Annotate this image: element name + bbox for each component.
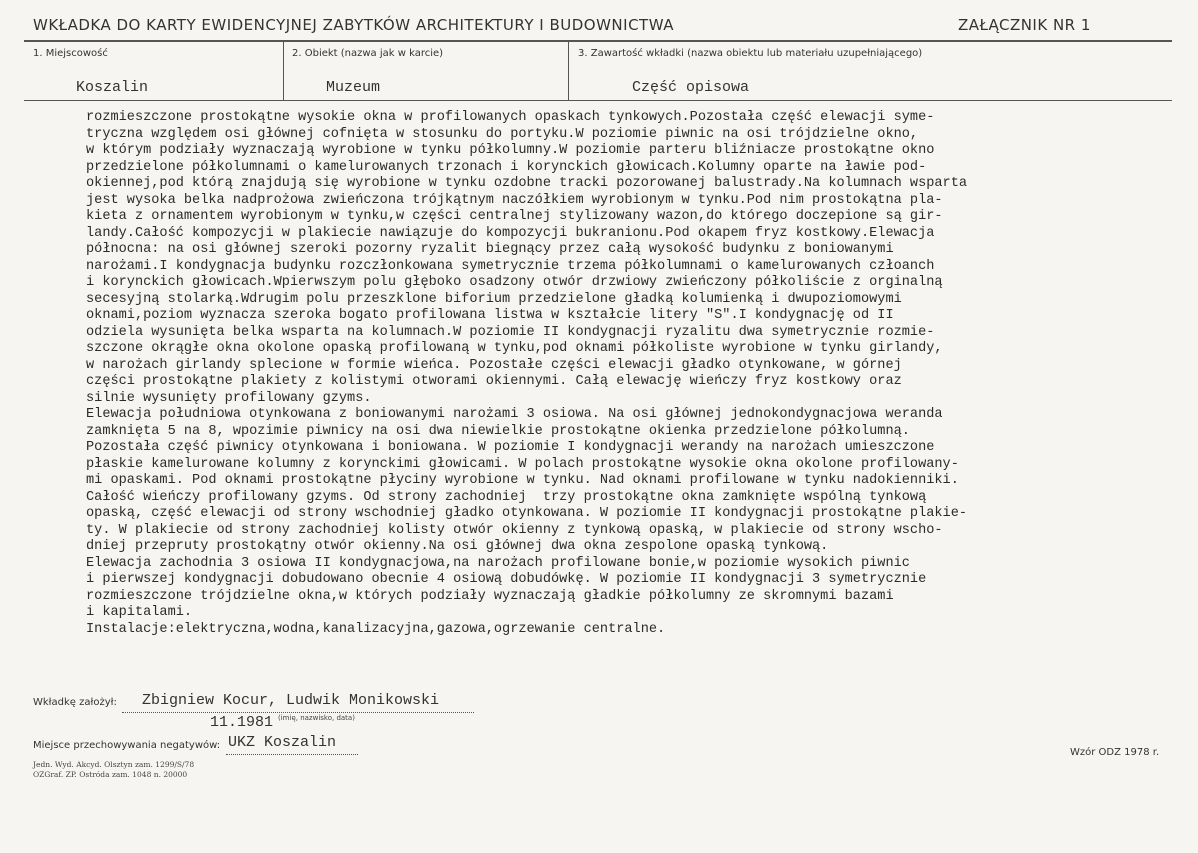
description-line: szczone okrągłe okna okolone opaską profilowaną w tynku,pod oknami półkoliste wyrobione w tynku girlandy, [86, 341, 943, 356]
top-rule [24, 40, 1172, 42]
negatives-label: Miejsce przechowywania negatywów: [33, 740, 221, 751]
author-date: 11.1981 [210, 714, 274, 731]
printer-line-2: OZGraf. ZP. Ostróda zam. 1048 n. 20000 [33, 770, 188, 779]
description-line: części prostokątne plakiety z kolistymi otworami okiennymi. Całą elewację wieńczy fryz kostkowy oraz [86, 374, 902, 389]
description-line: kieta z ornamentem wyrobionym w tynku,w części centralnej stylizowany wazon,do którego doczepione są gir- [86, 209, 943, 224]
description-line: odziela wysunięta belka wsparta na kolumnach.W poziomie II kondygnacji ryzalitu dwa symetrycznie rozmie- [86, 324, 935, 340]
content-value: Część opisowa [632, 79, 750, 96]
description-line: silnie wysunięty profilowany gzyms. [86, 390, 372, 406]
description-text [86, 110, 1176, 638]
description-line: w narożach girlandy splecione w formie wieńca. Pozostałe części elewacji gładko otynkowane, w górnej [86, 357, 902, 373]
description-line: oknami,poziom wyznacza szeroka bogato profilowana listwa w kształcie litery "S".I kondygnację od II [86, 308, 894, 323]
fields-bottom-rule [24, 100, 1172, 101]
description-line: i kapitalami. [86, 605, 193, 620]
description-line: płaskie kamelurowane kolumny z korynckimi głowicami. W polach prostokątne wysokie okna okolone profilowany- [86, 456, 959, 472]
description-line: przedzielone półkolumnami o kamelurowanych trzonach i korynckich głowicach.Kolumny oparte na ławie pod- [86, 159, 927, 175]
author-dotted-line [122, 712, 474, 713]
description-line: rozmieszczone trójdzielne okna,w których podziały wyznaczają gładkie półkolumny ze skromnymi bazami [86, 588, 894, 604]
description-line: północna: na osi głównej szeroki pozorny ryzalit biegnący przez całą wysokość budynku z boniowanymi [86, 242, 894, 257]
description-line: rozmieszczone prostokątne wysokie okna w profilowanych opaskach tynkowych.Pozostała część elewacji syme- [86, 110, 935, 125]
description-line: secesyjną stolarką.Wdrugim polu przeszklone biforium przedzielone gładką kolumienką i dwupoziomowymi [86, 291, 902, 307]
description-line: narożami.I kondygnacja budynku rozczłonkowana symetrycznie trzema półkolumnami o kamelurowanych człoanch [86, 258, 935, 274]
description-line: mi opaskami. Pod oknami prostokątne płyciny wyrobione w tynku. Nad oknami profilowane w tynku nadokienniki. [86, 473, 959, 488]
annex-number: ZAŁĄCZNIK NR 1 [958, 16, 1091, 34]
author-value: Zbigniew Kocur, Ludwik Monikowski [142, 692, 440, 709]
description-line: zamknięta 5 na 8, wpozimie piwnicy na osi dwa niewielkie prostokątne okienka przedzielone półkolumną. [86, 423, 910, 439]
negatives-value: UKZ Koszalin [228, 734, 337, 751]
form-number: Wzór ODZ 1978 r. [1070, 747, 1160, 758]
printer-line-1: Jedn. Wyd. Akcyd. Olsztyn zam. 1299/S/78 [33, 760, 195, 769]
author-label: Wkładkę założył: [33, 697, 117, 708]
object-label: 2. Obiekt (nazwa jak w karcie) [292, 48, 444, 59]
locality-label: 1. Miejscowość [33, 48, 108, 59]
object-value: Muzeum [326, 79, 381, 96]
description-line: Elewacja południowa otynkowana z boniowanymi narożami 3 osiowa. Na osi głównej jednokondygnacjowa weranda [86, 407, 943, 422]
description-line: Instalacje:elektryczna,wodna,kanalizacyjna,gazowa,ogrzewanie centralne. [86, 621, 666, 637]
description-line: okiennej,pod którą znajdują się wyrobione w tynku ozdobne tracki pozorowanej balustrady.Na kolumnach wsparta [86, 176, 968, 191]
description-line: tryczna względem osi głównej cofnięta w stosunku do portyku.W poziomie piwnic na osi trójdzielne okno, [86, 126, 919, 142]
locality-value: Koszalin [76, 79, 149, 96]
description-line: i pierwszej kondygnacji dobudowano obecnie 4 osiową dobudówkę. W poziomie II kondygnacji 3 symetrycznie [86, 572, 927, 587]
description-line: Pozostała część piwnicy otynkowana i boniowana. W poziomie I kondygnacji werandy na narożach umieszczone [86, 440, 935, 455]
description-line: jest wysoka belka nadprożowa zwieńczona trójkątnym naczółkiem wyrobionym w tynku.Pod nim prostokątna pla- [86, 192, 943, 208]
negatives-dotted-line [226, 754, 358, 755]
description-line: opaską, część elewacji od strony wschodniej gładko otynkowana. W poziomie II kondygnacji prostokątne plakie- [86, 506, 968, 521]
description-line: Elewacja zachodnia 3 osiowa II kondygnacjowa,na narożach profilowane bonie,w poziomie wysokich piwnic [86, 555, 910, 571]
author-hint: (imię, nazwisko, data) [278, 714, 355, 722]
card-title: WKŁADKA DO KARTY EWIDENCYJNEJ ZABYTKÓW ARCHITEKTURY I BUDOWNICTWA [33, 16, 674, 34]
field-divider-2 [568, 42, 569, 100]
field-divider-1 [283, 42, 284, 100]
description-line: ty. W plakiecie od strony zachodniej kolisty otwór okienny z tynkową opaską, w plakiecie od strony wscho- [86, 522, 943, 538]
description-line: i korynckich głowicach.Wpierwszym polu głęboko osadzony otwór drzwiowy zwieńczony półkoliście z orginalną [86, 275, 943, 290]
description-line: w którym podziały wyznaczają wyrobione w tynku półkolumny.W poziomie parteru bliźniacze prostokątne okno [86, 143, 935, 158]
description-line: landy.Całość kompozycji w plakiecie nawiązuje do kompozycji bukranionu.Pod okapem fryz kostkowy.Elewacja [86, 225, 935, 241]
description-line: Całość wieńczy profilowany gzyms. Od strony zachodniej trzy prostokątne okna zamknięte wspólną tynkową [86, 489, 927, 505]
description-line: dniej przepruty prostokątny otwór okienny.Na osi głównej dwa okna zespolone opaską tynkową. [86, 539, 829, 554]
content-label: 3. Zawartość wkładki (nazwa obiektu lub materiału uzupełniającego) [578, 48, 923, 59]
